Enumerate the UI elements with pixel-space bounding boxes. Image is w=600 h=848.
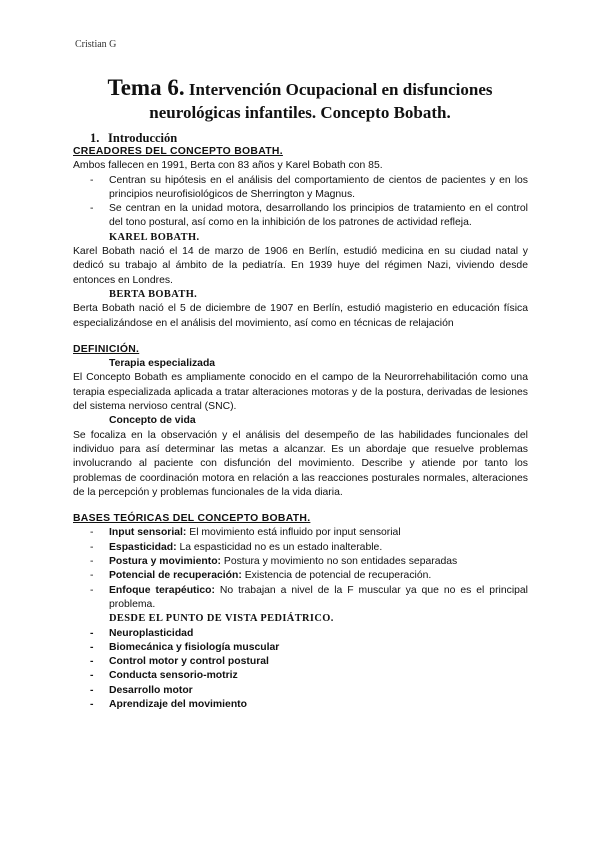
karel-text: Karel Bobath nació el 14 de marzo de 1906 en Berlín, estudió medicina en su ciudad natal y dedicó su trabajo al ámbito de la pediatría. En 1939 huye del régimen Nazi, viviendo desde entonces en Londres. <box>73 246 528 286</box>
page-title <box>60 76 540 124</box>
definicion-heading: DEFINICIÓN. <box>73 343 140 355</box>
vida-heading: Concepto de vida <box>109 415 196 427</box>
list-item <box>73 569 528 583</box>
list-item <box>73 555 528 569</box>
title-text: Intervención Ocupacional en disfunciones neurológicas infantiles. Concepto Bobath. <box>149 80 493 122</box>
creadores-heading: CREADORES DEL CONCEPTO BOBATH. <box>73 146 283 157</box>
list-item <box>73 526 528 540</box>
item-term: Potencial de recuperación: <box>109 570 242 582</box>
section-number: 1. <box>90 131 100 145</box>
item-term: Enfoque terapéutico: <box>109 584 215 596</box>
item-desc: Postura y movimiento no son entidades separadas <box>221 556 458 568</box>
item-desc: La espasticidad no es un estado inalterable. <box>176 541 383 553</box>
creadores-intro: Ambos fallecen en 1991, Berta con 83 años y Karel Bobath con 85. <box>73 160 383 172</box>
berta-heading: BERTA BOBATH. <box>109 288 198 300</box>
vida-text: Se focaliza en la observación y el análisis del desempeño de las habilidades funcionales del individuo para así determinar las metas a alcanzar. Es un abordaje que resuelve problemas involucrando al paciente con disfunción del movimiento. Describe y atiende por tanto los problemas de coordinación motora en relación a las reacciones posturales normales, alteraciones de la percepción y problemas funcionales de la vida diaria. <box>73 429 528 498</box>
list-item: - Aprendizaje del movimiento <box>73 698 528 712</box>
section-title: Introducción <box>108 131 178 145</box>
creadores-list <box>73 174 528 231</box>
bases-heading: BASES TEÓRICAS DEL CONCEPTO BOBATH. <box>73 513 311 525</box>
list-item: - Se centran en la unidad motora, desarrollando los principios de tratamiento en el control del tono postural, así como en la inhibición de los patrones de actividad refleja. <box>73 202 528 231</box>
pediatric-heading: DESDE EL PUNTO DE VISTA PEDIÁTRICO. <box>109 613 334 625</box>
terapia-text: El Concepto Bobath es ampliamente conocido en el campo de la Neurorrehabilitación como una terapia especializada aplicada a tratar alteraciones motoras y de la postura, derivadas de lesiones del sistema nervioso central (SNC). <box>73 372 528 413</box>
item-term: Input sensorial: <box>109 527 187 539</box>
list-item: - Biomecánica y fisiología muscular <box>73 641 528 655</box>
karel-heading: KAREL BOBATH. <box>109 231 200 243</box>
item-desc: No trabajan a nivel de la F muscular ya que no es el principal problema. <box>109 584 528 610</box>
list-item: - Desarrollo motor <box>73 684 528 698</box>
header-author: Cristian G <box>75 39 117 50</box>
list-item: - Conducta sensorio-motriz <box>73 669 528 683</box>
bases-list <box>73 526 528 612</box>
terapia-heading: Terapia especializada <box>109 358 216 370</box>
item-desc: Existencia de potencial de recuperación. <box>241 570 432 582</box>
document-body <box>73 131 528 712</box>
item-term: Espasticidad: <box>109 541 177 553</box>
item-desc: El movimiento está influido por input sensorial <box>186 527 401 539</box>
pediatric-list <box>73 627 528 713</box>
list-item: - Centran su hipótesis en el análisis del comportamiento de cientos de pacientes y en los principios neurofisiológicos de Sherrington y Magnus. <box>73 174 528 203</box>
item-term: Postura y movimiento: <box>109 556 222 568</box>
list-item <box>73 584 528 613</box>
list-item <box>73 541 528 555</box>
list-item: - Neuroplasticidad <box>73 627 528 641</box>
list-item: - Control motor y control postural <box>73 655 528 669</box>
title-number: Tema 6. <box>107 75 185 100</box>
section-heading <box>90 131 528 145</box>
berta-text: Berta Bobath nació el 5 de diciembre de 1907 en Berlín, estudió magisterio en educación física especializándose en el análisis del movimiento, así como en técnicas de relajación <box>73 303 528 329</box>
